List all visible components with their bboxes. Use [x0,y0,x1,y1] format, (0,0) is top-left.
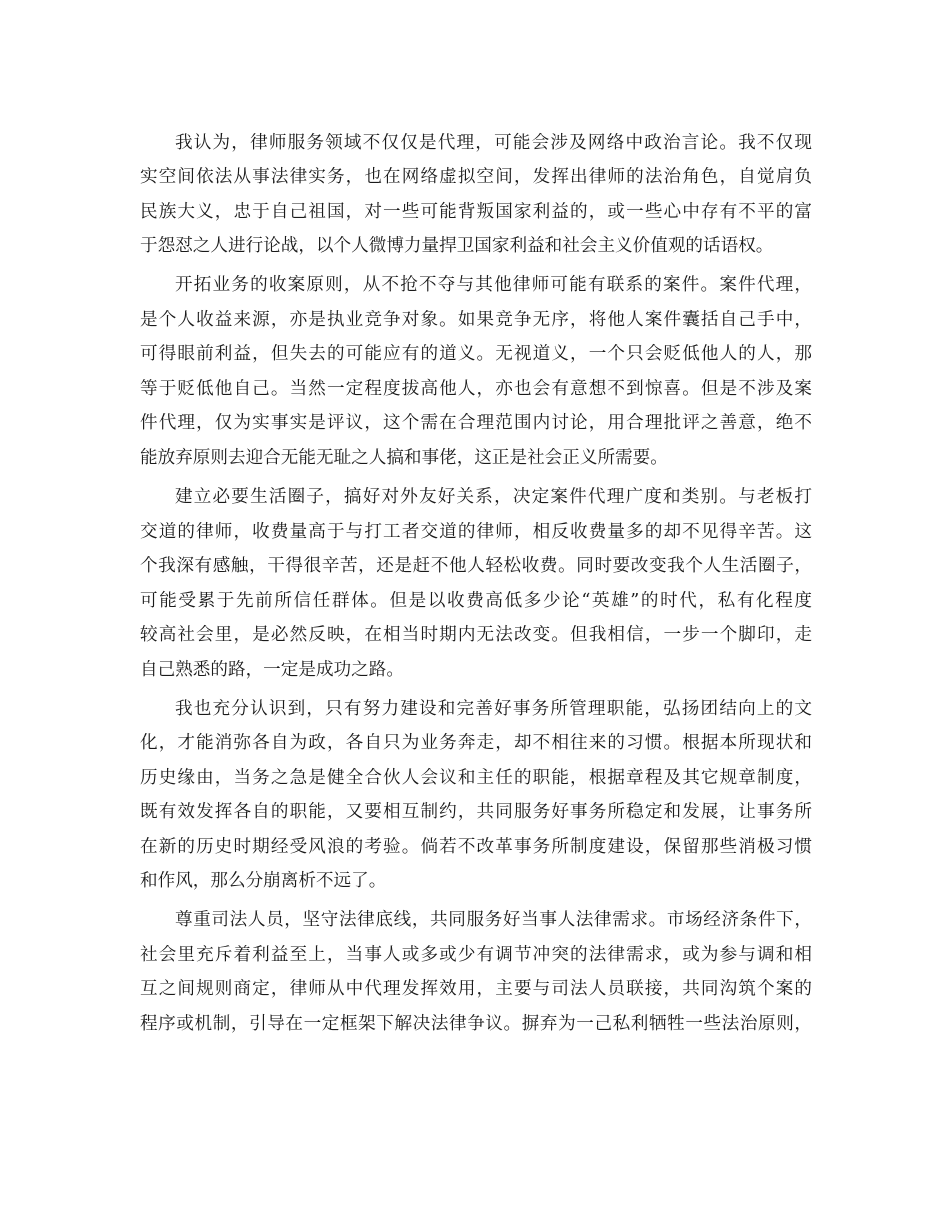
paragraph-3-line-1: 建立必要生活圈子，搞好对外友好关系，决定案件代理广度和类别。与老板打 [175,487,812,507]
paragraph-3-line-2: 交道的律师，收费量高于与打工者交道的律师，相反收费量多的却不见得辛苦。这 [140,522,812,542]
paragraph-2-line-2: 是个人收益来源，亦是执业竞争对象。如果竞争无序，将他人案件囊括自己手中， [140,310,812,330]
paragraph-5-line-1: 尊重司法人员，坚守法律底线，共同服务好当事人法律需求。市场经济条件下， [175,910,812,930]
paragraph-4-line-5: 在新的历史时期经受风浪的考验。倘若不改革事务所制度建设，保留那些消极习惯 [140,837,812,857]
paragraph-3-line-5: 较高社会里，是必然反映，在相当时期内无法改变。但我相信，一步一个脚印，走 [140,625,812,645]
paragraph-3-line-4: 可能受累于先前所信任群体。但是以收费高低多少论“英雄”的时代，私有化程度 [140,591,812,611]
paragraph-3-line-3: 个我深有感触，干得很辛苦，还是赶不他人轻松收费。同时要改变我个人生活圈子， [140,556,812,576]
paragraph-5-line-2: 社会里充斥着利益至上，当事人或多或少有调节冲突的法律需求，或为参与调和相 [140,945,812,965]
paragraph-1-line-4: 于怨怼之人进行论战，以个人微博力量捍卫国家利益和社会主义价值观的话语权。 [140,236,774,256]
paragraph-4-line-1: 我也充分认识到，只有努力建设和完善好事务所管理职能，弘扬团结向上的文 [175,699,812,719]
paragraph-4-line-2: 化，才能消弥各自为政，各自只为业务奔走，却不相往来的习惯。根据本所现状和 [140,733,812,753]
paragraph-4-line-4: 既有效发挥各自的职能，又要相互制约，共同服务好事务所稳定和发展，让事务所 [140,802,812,822]
paragraph-4-line-3: 历史缘由，当务之急是健全合伙人会议和主任的职能，根据章程及其它规章制度， [140,768,812,788]
paragraph-1-line-3: 民族大义，忠于自己祖国，对一些可能背叛国家利益的，或一些心中存有不平的富 [140,202,812,222]
paragraph-2-line-1: 开拓业务的收案原则，从不抢不夺与其他律师可能有联系的案件。案件代理， [175,275,812,295]
paragraph-5-line-4: 程序或机制，引导在一定框架下解决法律争议。摒弃为一己私利牺牲一些法治原则， [140,1014,812,1034]
paragraph-1-line-2: 实空间依法从事法律实务，也在网络虚拟空间，发挥出律师的法治角色，自觉肩负 [140,167,812,187]
paragraph-5-line-3: 互之间规则商定，律师从中代理发挥效用，主要与司法人员联接，共同沟筑个案的 [140,979,812,999]
paragraph-2-line-3: 可得眼前利益，但失去的可能应有的道义。无视道义，一个只会贬低他人的人，那 [140,344,812,364]
paragraph-2-line-5: 件代理，仅为实事实是评议，这个需在合理范围内讨论，用合理批评之善意，绝不 [140,413,812,433]
paragraph-2-line-6: 能放弃原则去迎合无能无耻之人搞和事佬，这正是社会正义所需要。 [140,448,668,468]
paragraph-2-line-4: 等于贬低他自己。当然一定程度拔高他人，亦也会有意想不到惊喜。但是不涉及案 [140,379,812,399]
paragraph-3-line-6: 自己熟悉的路，一定是成功之路。 [140,660,404,680]
paragraph-1-line-1: 我认为，律师服务领域不仅仅是代理，可能会涉及网络中政治言论。我不仅现 [175,133,812,153]
paragraph-4-line-6: 和作风，那么分崩离析不远了。 [140,871,387,891]
